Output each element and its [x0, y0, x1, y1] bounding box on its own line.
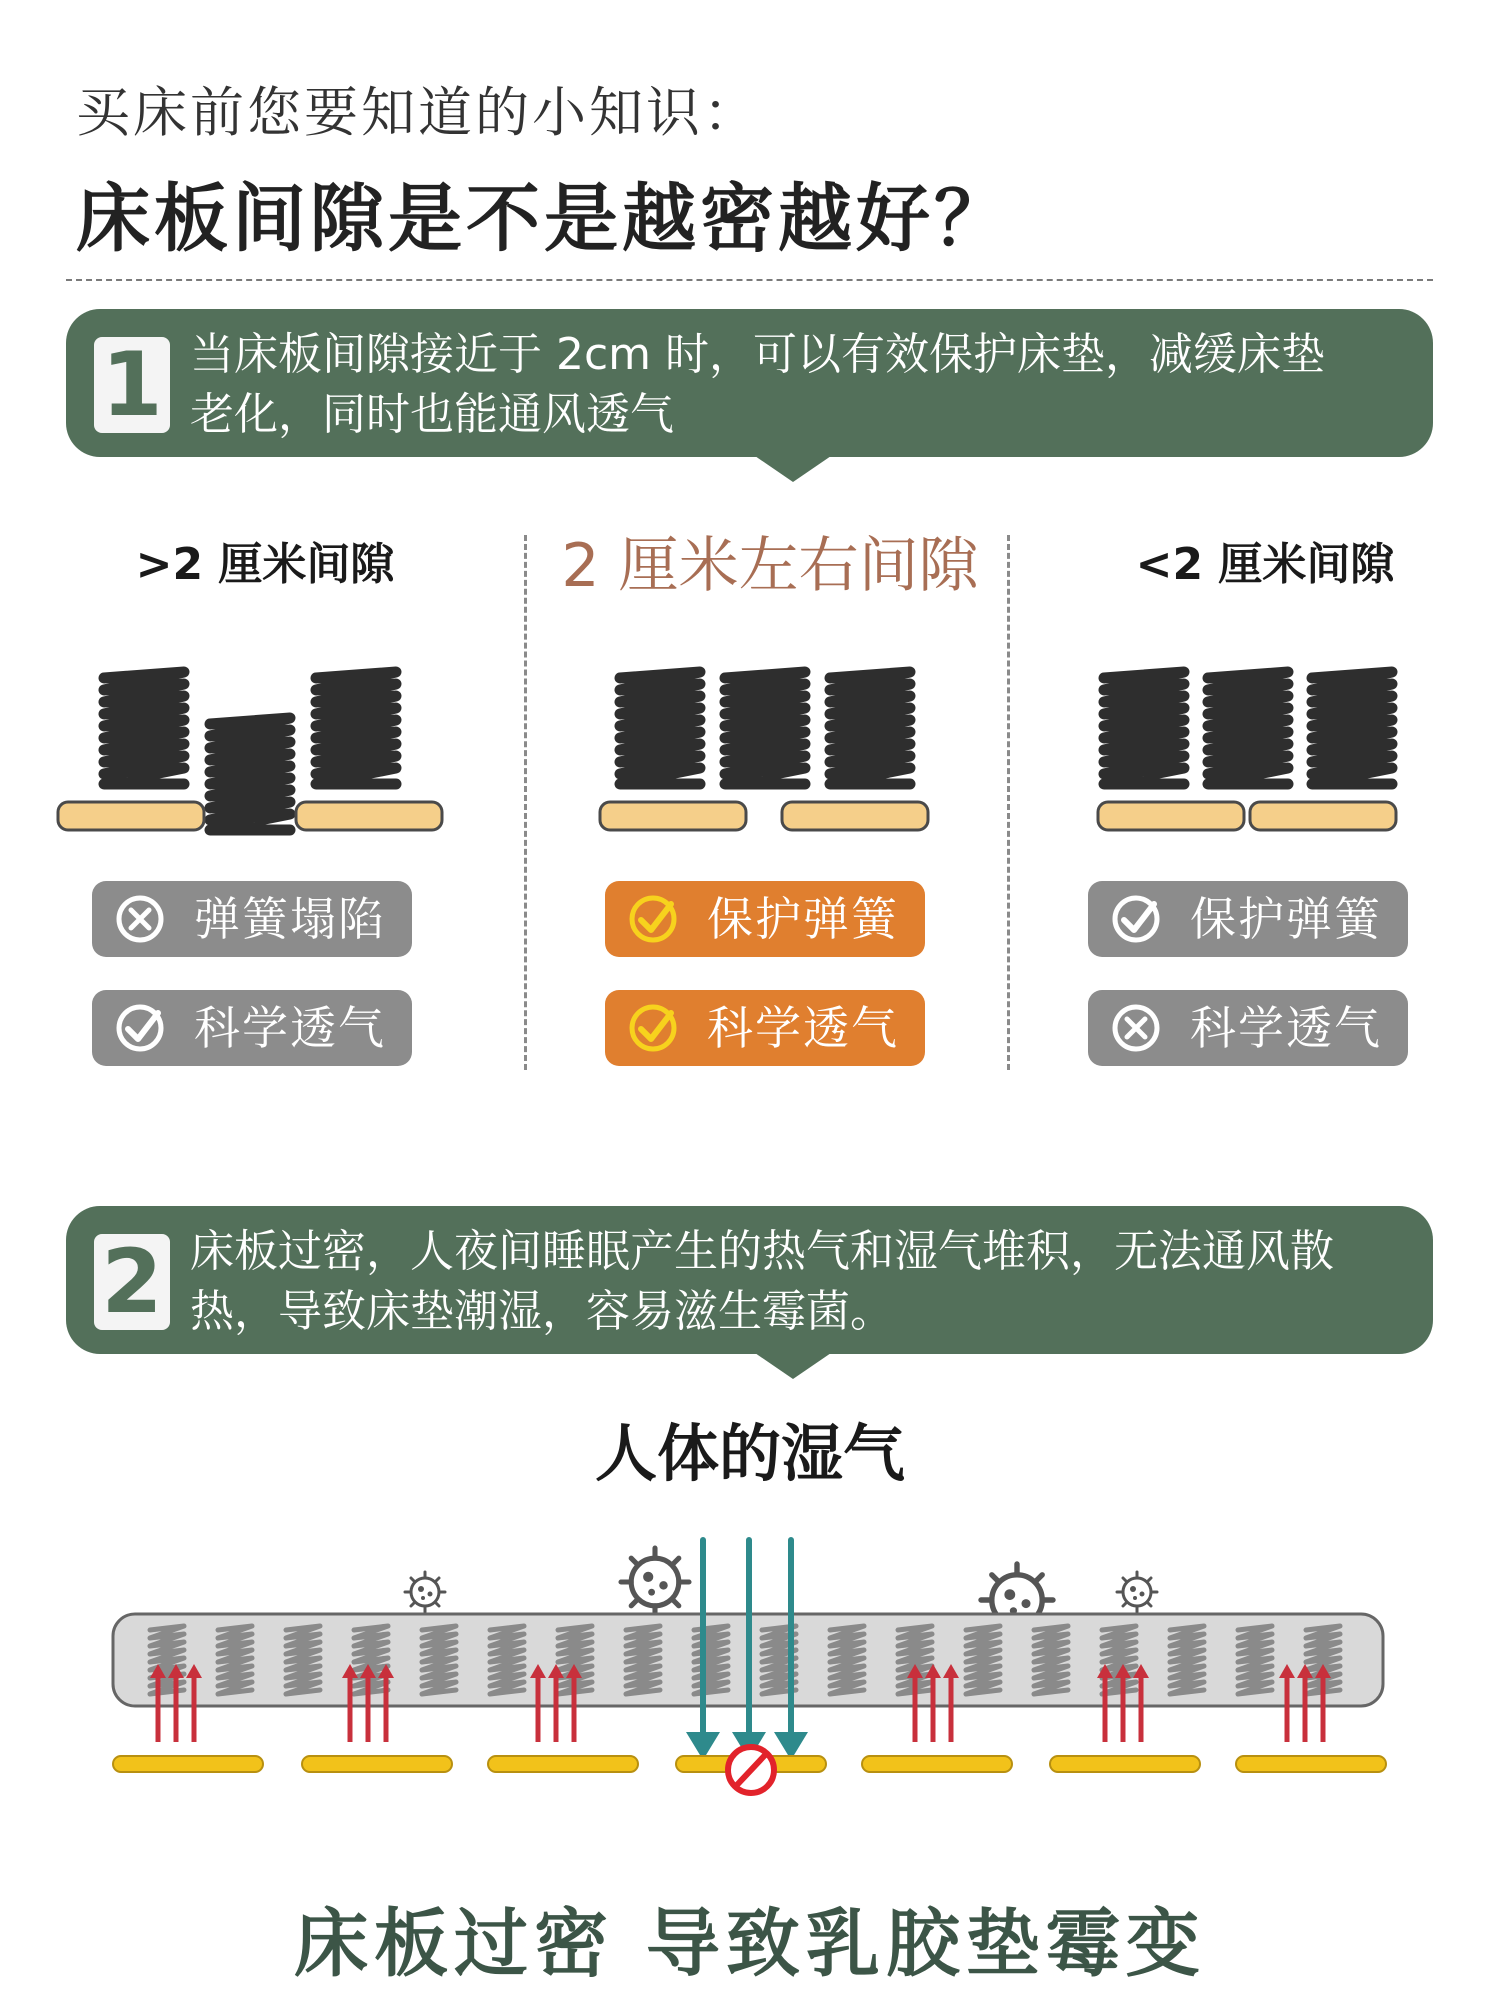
- vapor-up-arrows: [1279, 1664, 1331, 1742]
- banner-2-line-1: 床板过密，人夜间睡眠产生的热气和湿气堆积，无法通风散: [190, 1226, 1334, 1277]
- spring-slat-illustrations: [0, 650, 1500, 840]
- bed-slat: [1098, 802, 1244, 830]
- check-icon: [1110, 893, 1162, 945]
- bed-slat: [782, 802, 928, 830]
- banner-2-text: [190, 1222, 1334, 1342]
- vapor-up-arrows: [150, 1664, 202, 1742]
- banner-2-line-2: 热，导致床垫潮湿，容易滋生霉菌。: [190, 1286, 894, 1337]
- check-icon: [627, 893, 679, 945]
- column-heading-ideal-gap: 2 厘米左右间隙: [561, 531, 979, 601]
- bed-slat: [600, 802, 746, 830]
- column-heading-wide-gap: >2 厘米间隙: [135, 539, 395, 590]
- bed-slat: [296, 802, 442, 830]
- banner-1-line-1: 当床板间隙接近于 2cm 时，可以有效保护床垫，减缓床垫: [190, 329, 1326, 380]
- spring-icon: [210, 718, 290, 830]
- spring-icon: [104, 672, 184, 784]
- badge-label: 科学透气: [194, 1001, 386, 1055]
- spring-icon: [830, 672, 910, 784]
- mold-germ-icon: [1117, 1572, 1157, 1612]
- check-icon: [114, 1002, 166, 1054]
- cross-icon: [114, 893, 166, 945]
- badge-label: 科学透气: [1190, 1001, 1382, 1055]
- cross-icon: [1110, 1002, 1162, 1054]
- banner-1-text: [190, 325, 1325, 445]
- intro-text: 买床前您要知道的小知识：: [76, 81, 760, 144]
- badge-label: 弹簧塌陷: [194, 892, 386, 946]
- banner-2-pointer: [755, 1353, 831, 1379]
- column-heading-narrow-gap: <2 厘米间隙: [1135, 539, 1395, 590]
- mold-germ-icon: [405, 1572, 445, 1612]
- badge-protect-spring: [605, 881, 925, 957]
- check-icon: [627, 1002, 679, 1054]
- spring-icon: [1208, 672, 1288, 784]
- badge-protect-spring: [1088, 881, 1408, 957]
- moisture-title: 人体的湿气: [594, 1417, 905, 1490]
- moisture-down-arrows: [686, 1540, 808, 1760]
- bed-slat: [1250, 802, 1396, 830]
- mold-germ-icon: [621, 1548, 689, 1616]
- spring-icon: [725, 672, 805, 784]
- spring-icon: [316, 672, 396, 784]
- badge-ventilation: [605, 990, 925, 1066]
- mattress-moisture-diagram: [0, 1520, 1500, 1810]
- badge-label: 保护弹簧: [707, 892, 899, 946]
- bottom-section-title: 床板过密 导致乳胶垫霉变: [294, 1901, 1206, 1987]
- badge-label: 科学透气: [707, 1001, 899, 1055]
- banner-1-line-2: 老化，同时也能通风透气: [190, 389, 674, 440]
- bed-slat: [58, 802, 204, 830]
- banner-1-number: 1: [94, 337, 170, 433]
- vapor-up-arrows: [530, 1664, 582, 1742]
- badge-ventilation: [92, 990, 412, 1066]
- spring-icon: [620, 672, 700, 784]
- vapor-up-arrows: [1097, 1664, 1149, 1742]
- badge-label: 保护弹簧: [1190, 892, 1382, 946]
- header-divider: [66, 279, 1433, 281]
- vapor-up-arrows: [907, 1664, 959, 1742]
- spring-icon: [1104, 672, 1184, 784]
- spring-icon: [1312, 672, 1392, 784]
- banner-1-pointer: [755, 456, 831, 482]
- banner-2-number: 2: [94, 1234, 170, 1330]
- badge-spring-collapse: [92, 881, 412, 957]
- vapor-up-arrows: [342, 1664, 394, 1742]
- badge-ventilation: [1088, 990, 1408, 1066]
- page-headline: 床板间隙是不是越密越好？: [76, 176, 1012, 262]
- blocked-airflow-icon: [728, 1747, 774, 1793]
